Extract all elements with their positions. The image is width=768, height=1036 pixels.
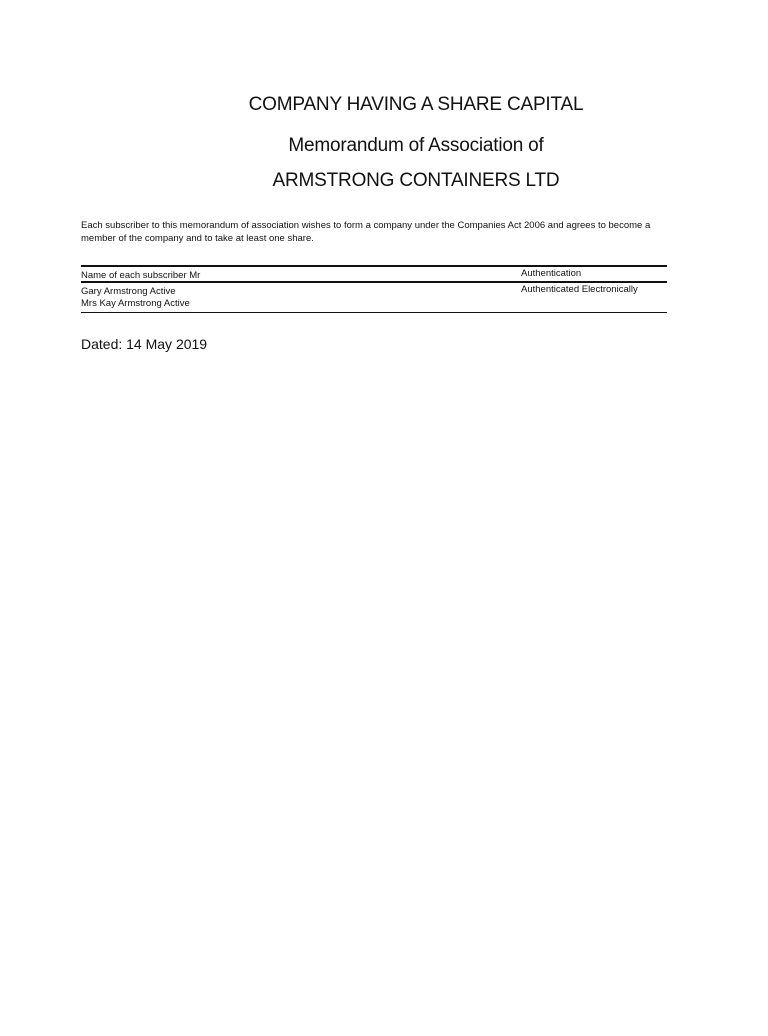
subscriber-name-header: Name of each subscriber Mr xyxy=(81,270,201,281)
company-type-heading: COMPANY HAVING A SHARE CAPITAL xyxy=(248,94,584,115)
company-name: ARMSTRONG CONTAINERS LTD xyxy=(272,170,560,191)
memorandum-title: Memorandum of Association of xyxy=(288,135,544,156)
table-bottom-rule xyxy=(81,312,667,313)
subscriber-row: Mrs Kay Armstrong Active xyxy=(81,298,190,309)
dated-line: Dated: 14 May 2019 xyxy=(81,336,208,352)
intro-paragraph: Each subscriber to this memorandum of association wishes to form a company under the Companies Act 2006 and agrees to become a member of the company and to take at least one share. xyxy=(81,220,651,244)
subscriber-row: Gary Armstrong Active xyxy=(81,286,176,297)
authentication-value: Authenticated Electronically xyxy=(521,284,638,295)
authentication-header: Authentication xyxy=(521,268,582,279)
